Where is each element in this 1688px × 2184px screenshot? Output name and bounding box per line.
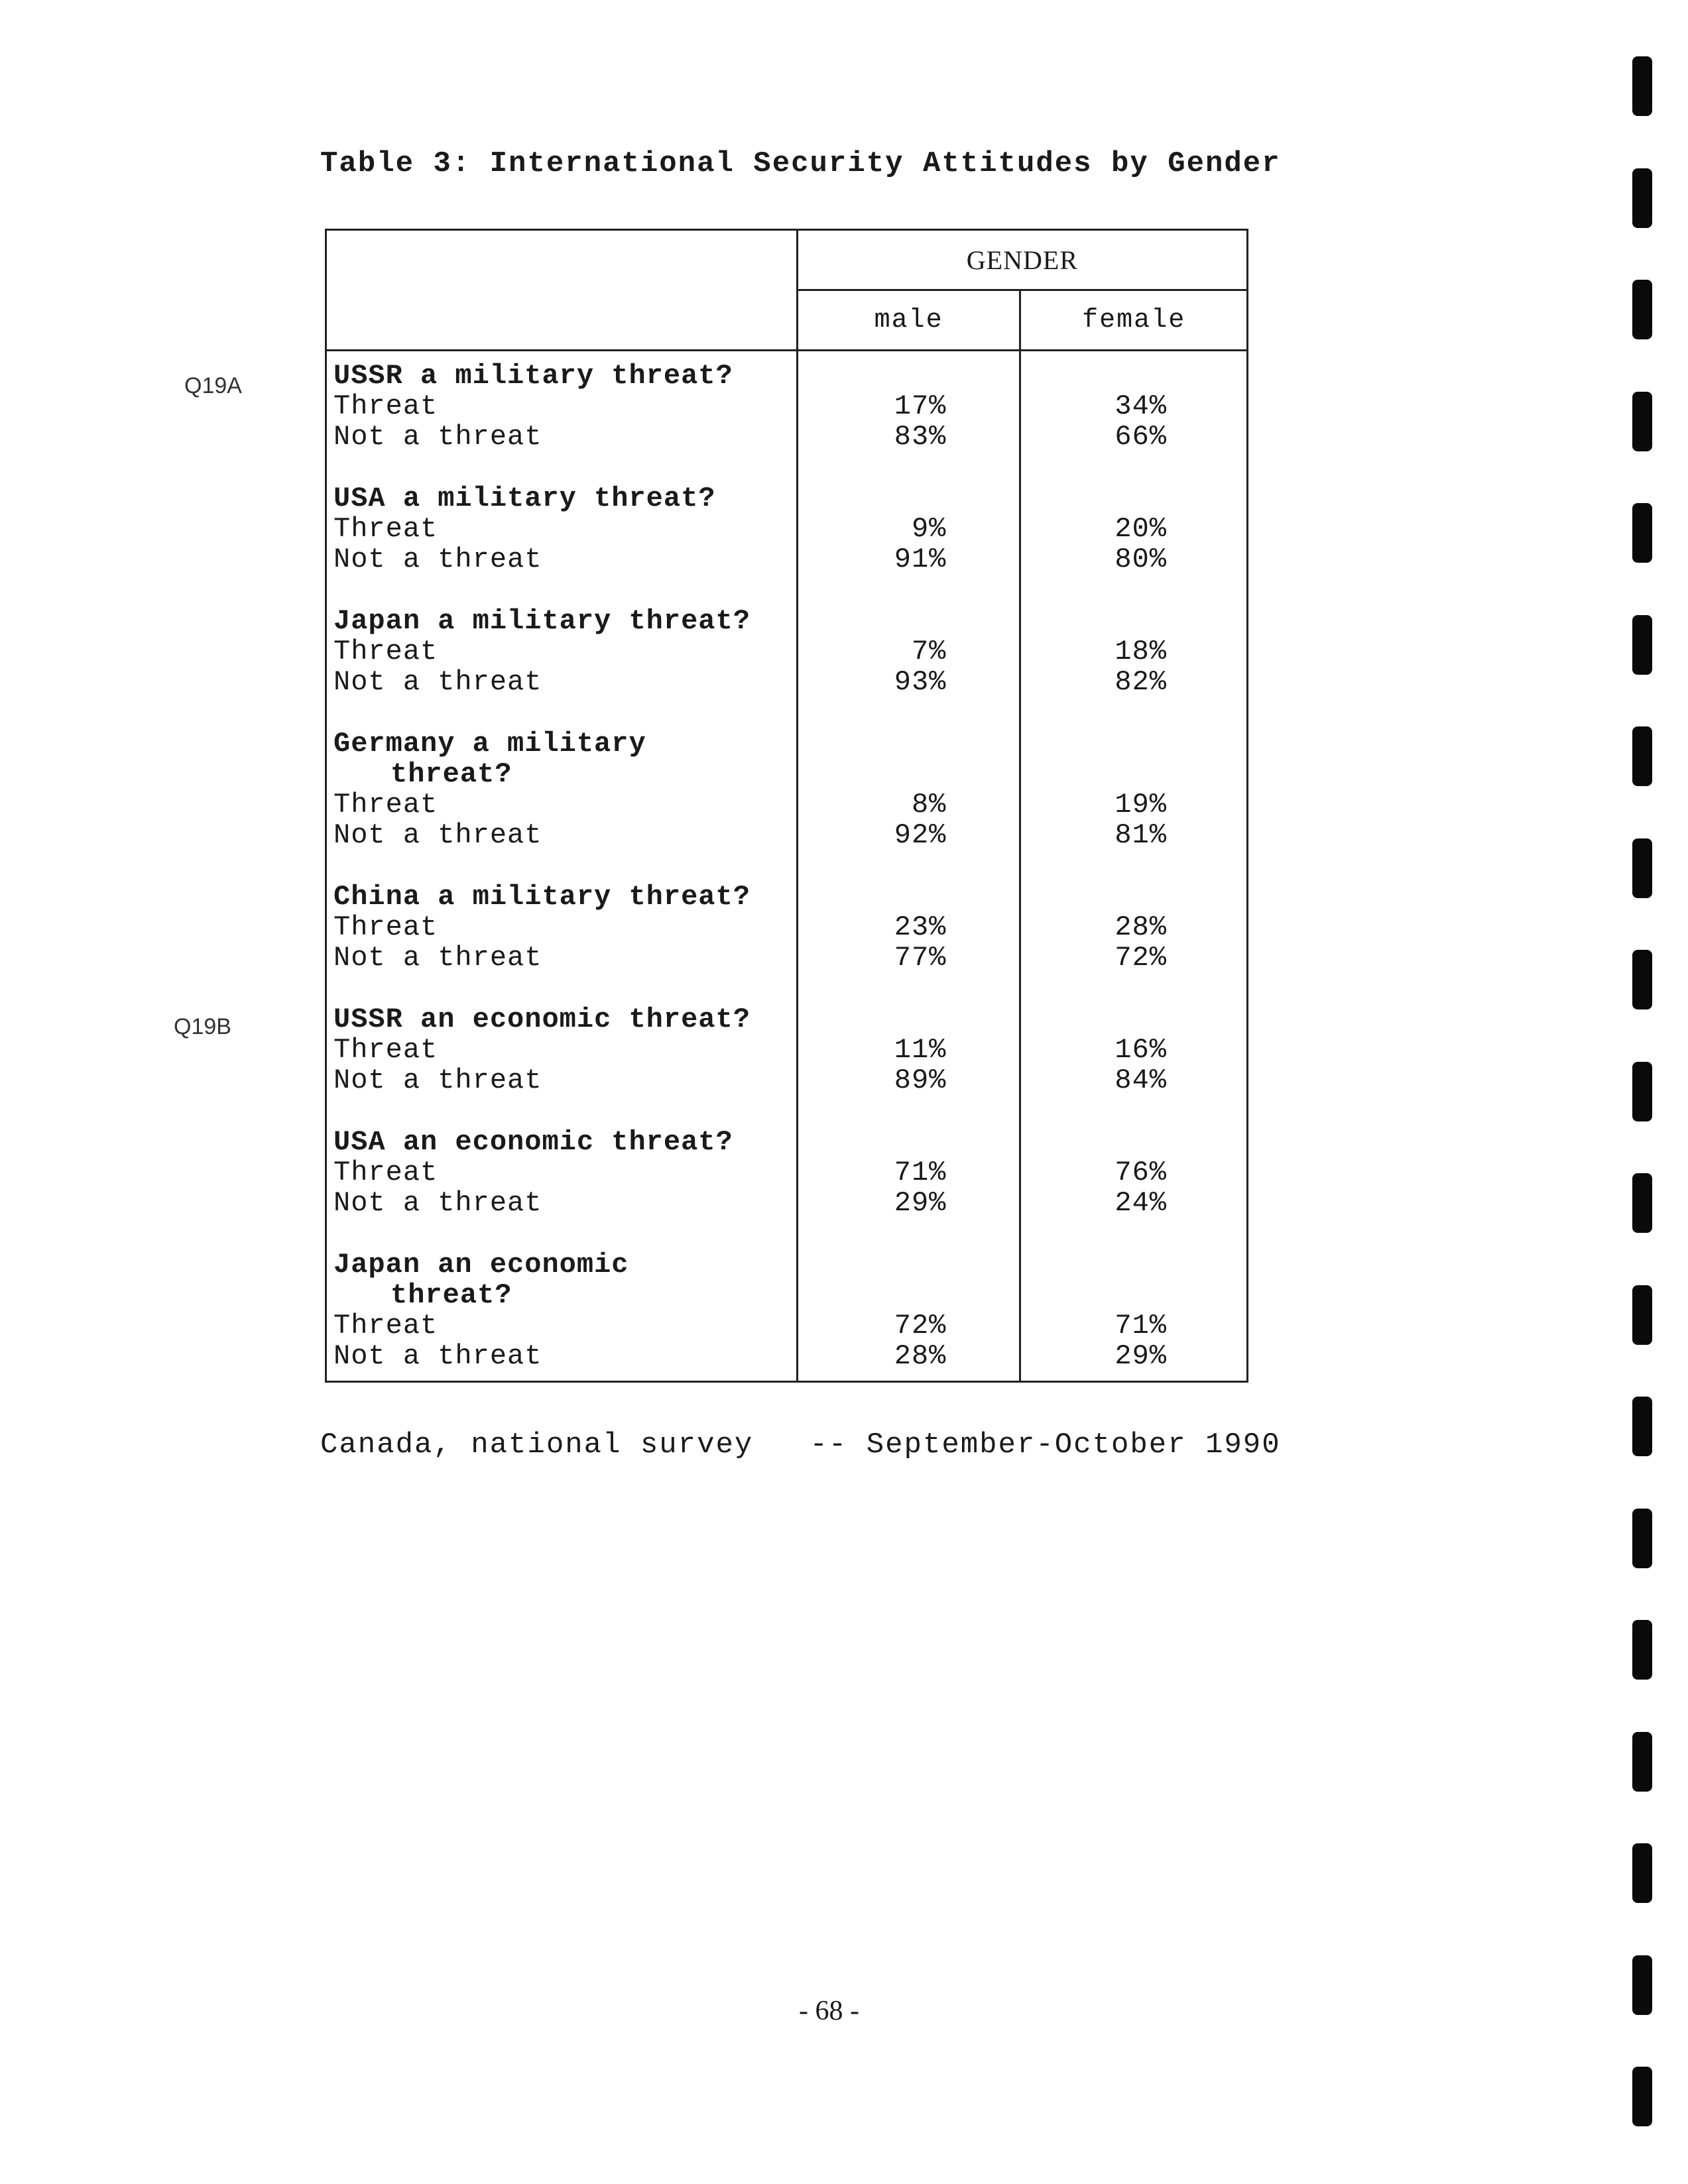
male-value: 89%	[894, 1064, 947, 1096]
binding-hole	[1632, 615, 1652, 675]
male-value: 28%	[894, 1340, 947, 1372]
male-value: 17%	[894, 390, 947, 422]
male-values-block	[798, 606, 1020, 697]
female-values-block	[1021, 1004, 1246, 1096]
female-value: 20%	[1115, 513, 1167, 545]
binding-hole	[1632, 280, 1652, 339]
question-block	[327, 361, 796, 452]
male-values-block	[798, 361, 1020, 452]
male-value: 71%	[894, 1157, 947, 1188]
question-block	[327, 1127, 796, 1218]
male-values-block	[798, 1127, 1020, 1218]
female-value: 82%	[1115, 666, 1167, 698]
binding-hole	[1632, 2067, 1652, 2126]
question-block	[327, 1004, 796, 1096]
response-label: Threat	[333, 911, 438, 943]
female-values-block	[1021, 361, 1246, 452]
response-label: Threat	[333, 513, 438, 545]
response-label: Not a threat	[333, 1340, 542, 1372]
response-label: Threat	[333, 789, 438, 821]
male-value: 29%	[894, 1187, 947, 1219]
binding-hole	[1632, 503, 1652, 563]
question-label: Japan an economic threat?	[333, 1249, 629, 1311]
binding-hole	[1632, 1509, 1652, 1568]
male-values-block	[798, 1004, 1020, 1096]
gender-header: GENDER	[797, 230, 1247, 290]
question-label: China a military threat?	[333, 881, 751, 913]
question-label: USSR an economic threat?	[333, 1004, 751, 1035]
question-block	[327, 606, 796, 697]
female-value: 18%	[1115, 636, 1167, 667]
response-label: Threat	[333, 636, 438, 667]
binding-hole	[1632, 726, 1652, 786]
question-block	[327, 1249, 796, 1371]
binding-hole	[1632, 1732, 1652, 1792]
female-value: 81%	[1115, 819, 1167, 851]
page-number: - 68 -	[799, 1996, 859, 2026]
male-values-block	[798, 1249, 1020, 1371]
male-value: 93%	[894, 666, 947, 698]
response-label: Threat	[333, 390, 438, 422]
female-values-block	[1021, 606, 1246, 697]
female-value: 80%	[1115, 544, 1167, 575]
question-block	[327, 728, 796, 850]
male-value: 72%	[894, 1310, 947, 1342]
binding-hole	[1632, 392, 1652, 451]
labels-column	[326, 351, 798, 1382]
binding-hole	[1632, 1620, 1652, 1680]
male-values-block	[798, 728, 1020, 850]
binding-hole	[1632, 1285, 1652, 1345]
response-label: Not a threat	[333, 421, 542, 453]
binding-hole	[1632, 1062, 1652, 1121]
binding-hole	[1632, 1955, 1652, 2015]
male-header: male	[797, 290, 1020, 351]
male-value: 23%	[894, 911, 947, 943]
binding-hole	[1632, 1397, 1652, 1456]
question-label: USA a military threat?	[333, 483, 716, 514]
male-value: 77%	[894, 942, 947, 974]
male-value: 8%	[911, 789, 947, 821]
question-code: Q19B	[174, 1014, 231, 1039]
male-value: 7%	[911, 636, 947, 667]
question-label: USSR a military threat?	[333, 360, 733, 392]
female-value: 76%	[1115, 1157, 1167, 1188]
binding-hole	[1632, 1173, 1652, 1233]
female-values-block	[1021, 483, 1246, 575]
response-label: Not a threat	[333, 666, 542, 698]
response-label: Not a threat	[333, 1187, 542, 1219]
male-value: 9%	[911, 513, 947, 545]
binding-hole	[1632, 1843, 1652, 1903]
male-value: 91%	[894, 544, 947, 575]
table-title: Table 3: International Security Attitudes by Gender	[320, 147, 1281, 180]
question-code: Q19A	[184, 373, 242, 398]
response-label: Threat	[333, 1034, 438, 1066]
female-value: 84%	[1115, 1064, 1167, 1096]
question-block	[327, 483, 796, 575]
male-value: 83%	[894, 421, 947, 453]
question-label: USA an economic threat?	[333, 1126, 733, 1158]
female-value: 16%	[1115, 1034, 1167, 1066]
female-values-block	[1021, 728, 1246, 850]
male-values-block	[798, 882, 1020, 973]
binding-hole	[1632, 950, 1652, 1009]
male-value: 11%	[894, 1034, 947, 1066]
results-table	[325, 229, 1248, 1383]
response-label: Not a threat	[333, 819, 542, 851]
header-blank-cell	[326, 230, 798, 351]
male-column	[797, 351, 1020, 1382]
female-value: 19%	[1115, 789, 1167, 821]
question-label: Japan a military threat?	[333, 605, 751, 637]
response-label: Not a threat	[333, 544, 542, 575]
question-label: Germany a military threat?	[333, 728, 646, 790]
female-values-block	[1021, 882, 1246, 973]
binding-hole	[1632, 168, 1652, 228]
female-values-block	[1021, 1127, 1246, 1218]
female-header: female	[1020, 290, 1248, 351]
female-column	[1020, 351, 1248, 1382]
female-value: 24%	[1115, 1187, 1167, 1219]
response-label: Not a threat	[333, 942, 542, 974]
binding-hole	[1632, 56, 1652, 116]
female-value: 29%	[1115, 1340, 1167, 1372]
female-values-block	[1021, 1249, 1246, 1371]
response-label: Not a threat	[333, 1064, 542, 1096]
female-value: 72%	[1115, 942, 1167, 974]
response-label: Threat	[333, 1157, 438, 1188]
male-value: 92%	[894, 819, 947, 851]
question-block	[327, 882, 796, 973]
binding-hole	[1632, 838, 1652, 898]
female-value: 71%	[1115, 1310, 1167, 1342]
survey-source-note: Canada, national survey -- September-October 1990	[320, 1428, 1281, 1462]
female-value: 66%	[1115, 421, 1167, 453]
response-label: Threat	[333, 1310, 438, 1342]
female-value: 34%	[1115, 390, 1167, 422]
female-value: 28%	[1115, 911, 1167, 943]
male-values-block	[798, 483, 1020, 575]
